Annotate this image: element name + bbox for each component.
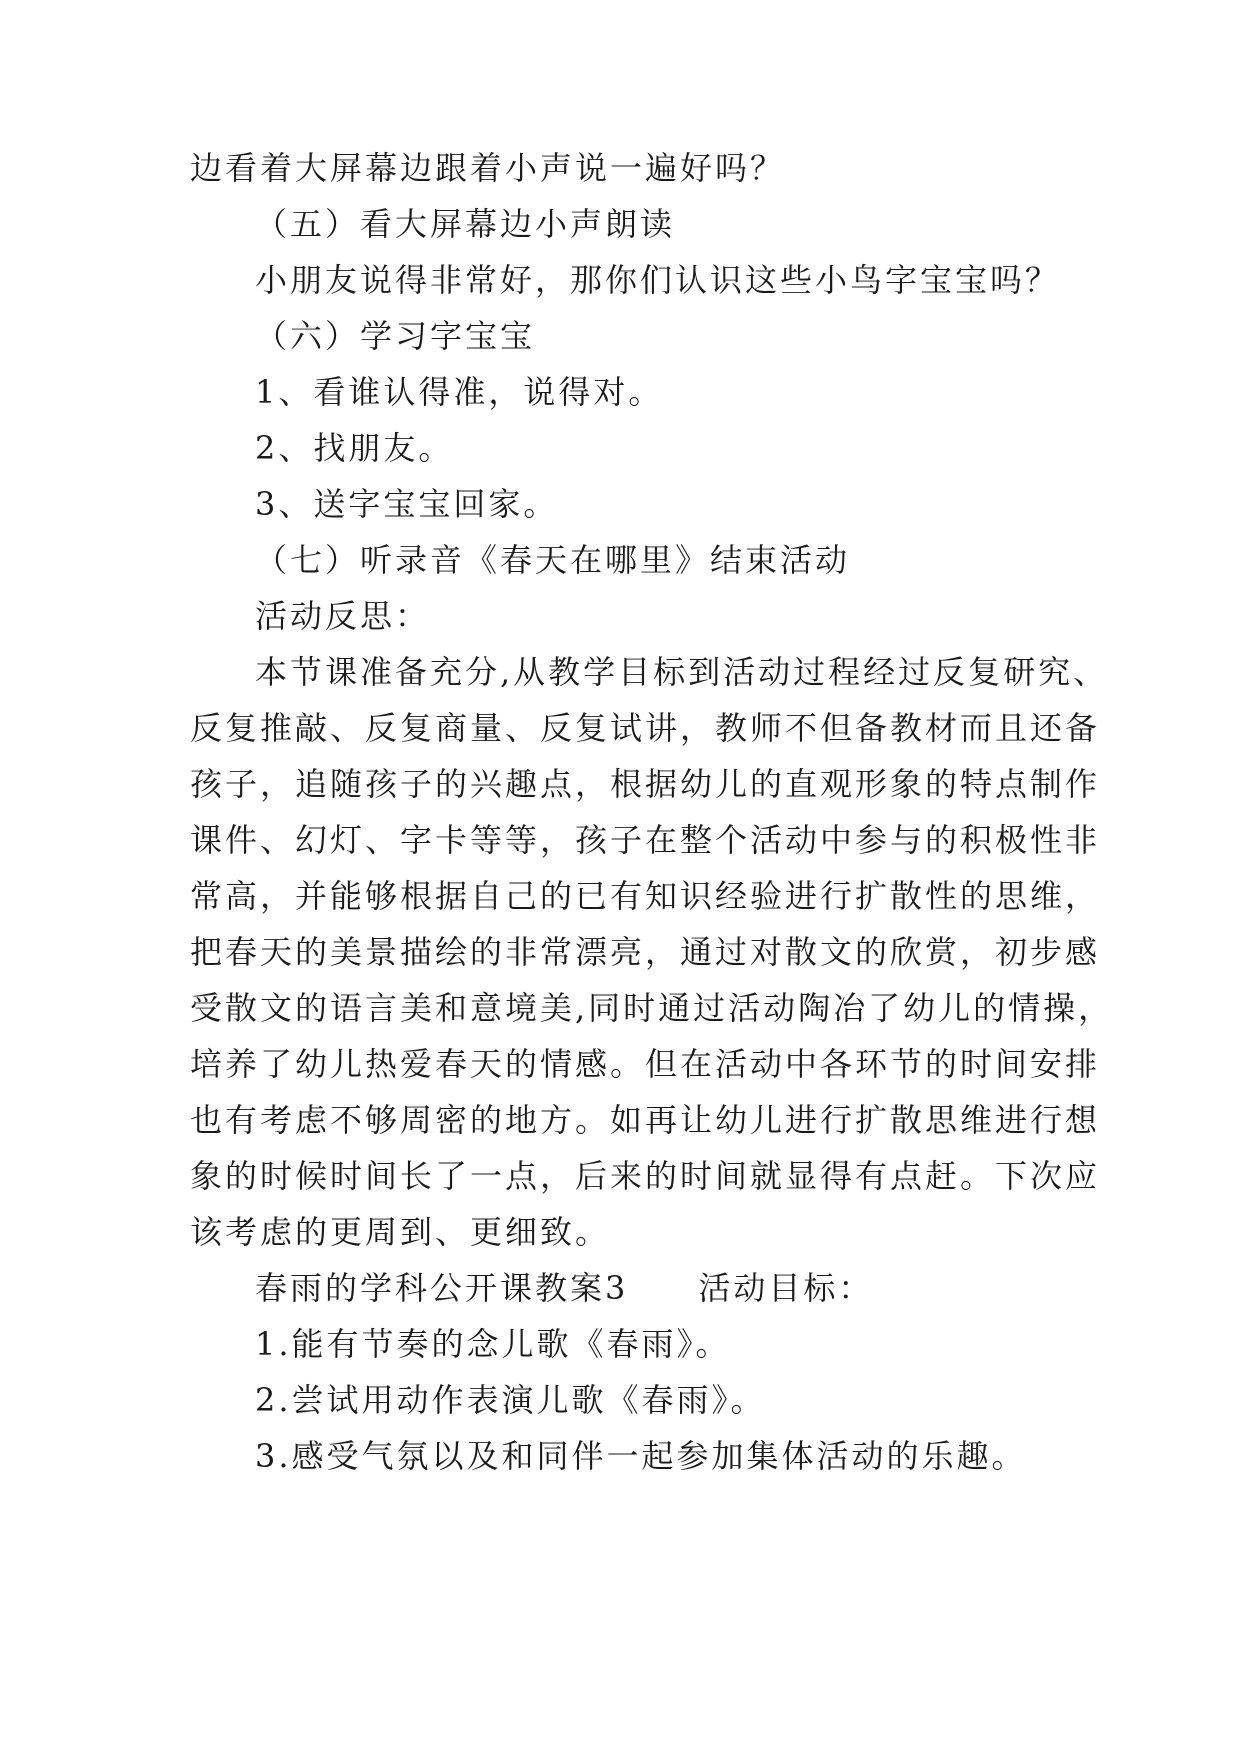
paragraph-line: 也有考虑不够周密的地方。如再让幼儿进行扩散思维进行想	[190, 1101, 1101, 1139]
paragraph-line: 课件、幻灯、字卡等等，孩子在整个活动中参与的积极性非	[190, 821, 1101, 859]
paragraph-line: 反复推敲、反复商量、反复试讲，教师不但备教材而且还备	[190, 709, 1101, 747]
section-heading: 春雨的学科公开课教案3 活动目标：	[255, 1269, 874, 1307]
section-heading: （七）听录音《春天在哪里》结束活动	[255, 541, 851, 579]
list-item: 3.感受气氛以及和同伴一起参加集体活动的乐趣。	[255, 1437, 1027, 1475]
section-heading: 活动反思：	[255, 597, 431, 635]
paragraph-line: 常高，并能够根据自己的已有知识经验进行扩散性的思维，	[190, 877, 1101, 915]
list-item: 2、找朋友。	[255, 429, 454, 467]
list-item: 1、看谁认得准，说得对。	[255, 373, 664, 411]
paragraph-line: 把春天的美景描绘的非常漂亮，通过对散文的欣赏，初步感	[190, 933, 1101, 971]
section-heading: （六）学习字宝宝	[255, 317, 536, 355]
text-line: 小朋友说得非常好，那你们认识这些小鸟字宝宝吗？	[255, 261, 1061, 299]
list-item: 2.尝试用动作表演儿歌《春雨》。	[255, 1381, 766, 1419]
paragraph-line: 本节课准备充分,从教学目标到活动过程经过反复研究、	[255, 653, 1109, 691]
paragraph-line: 该考虑的更周到、更细致。	[190, 1213, 611, 1251]
paragraph-line: 受散文的语言美和意境美,同时通过活动陶冶了幼儿的情操，	[190, 989, 1114, 1027]
text-line: 边看着大屏幕边跟着小声说一遍好吗？	[190, 149, 786, 187]
section-heading: （五）看大屏幕边小声朗读	[255, 205, 676, 243]
paragraph-line: 培养了幼儿热爱春天的情感。但在活动中各环节的时间安排	[190, 1045, 1101, 1083]
list-item: 3、送字宝宝回家。	[255, 485, 559, 523]
paragraph-line: 象的时候时间长了一点，后来的时间就显得有点赶。下次应	[190, 1157, 1101, 1195]
paragraph-line: 孩子，追随孩子的兴趣点，根据幼儿的直观形象的特点制作	[190, 765, 1101, 803]
list-item: 1.能有节奏的念儿歌《春雨》。	[255, 1325, 731, 1363]
